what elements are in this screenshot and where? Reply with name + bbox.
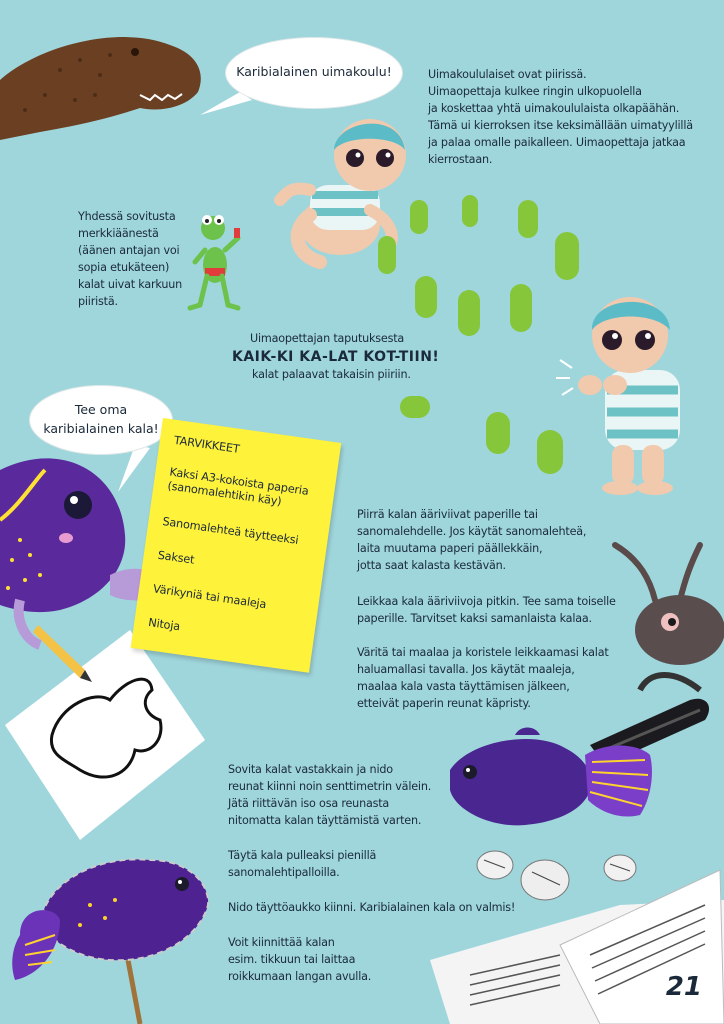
left-note: Yhdessä sovitusta merkkiäänestä (äänen antajan voi sopia etukäteen) kalat uivat karkuun piiristä. <box>78 210 183 308</box>
eel-illustration <box>0 37 201 140</box>
make-fish-bubble-text: Tee oma karibialainen kala! <box>43 402 159 436</box>
supplies-item: Kaksi A3-kokoista paperia (sanomalehtikin käy) <box>166 465 310 509</box>
step-cut: Leikkaa kala ääriviivoja pitkin. Tee sama toiselle paperille. Tarvitset kaksi samanlaista kalaa. <box>357 595 616 625</box>
supplies-item: Sakset <box>156 548 196 567</box>
instructions-top: Uimakoululaiset ovat piirissä. Uimaopettaja kulkee ringin ulkopuolella ja koskettaa yhtä uimakoululaista olkapäähän. Tämä ui kierroksen itse keksimällään uimatyylillä ja palaa omalle paikalleen. Uimaopettaja jatkaa kierrostaan. <box>428 68 693 166</box>
top-bubble-text: Karibialainen uimakoulu! <box>236 64 392 79</box>
step-staple: Sovita kalat vastakkain ja nido reunat kiinni noin senttimetrin välein. Jätä riittävän iso osa reunasta nitomatta kalan täyttämistä varten. <box>228 763 432 827</box>
supplies-note <box>131 418 342 673</box>
page-number: 21 <box>665 972 702 1002</box>
paper-balls <box>477 851 636 900</box>
paper-outline-drawing <box>5 625 205 840</box>
top-bubble-tail <box>200 92 252 115</box>
supplies-title: TARVIKKEET <box>173 433 241 456</box>
step-close: Nido täyttöaukko kiinni. Karibialainen kala on valmis! <box>228 901 516 914</box>
clap-line-1: Uimaopettajan taputuksesta <box>250 332 405 345</box>
step-hang: Voit kiinnittää kalan esim. tikkuun tai laittaa roikkumaan langan avulla. <box>228 936 372 983</box>
supplies-item: Nitoja <box>147 616 181 634</box>
clap-chant: KAIK-KI KA-LAT KOT-TIIN! <box>232 349 440 365</box>
supplies-item: Värikyniä tai maaleja <box>152 582 268 612</box>
supplies-item: Sanomalehteä täytteeksi <box>161 515 300 547</box>
step-draw: Piirrä kalan ääriviivat paperille tai sanomalehdelle. Jos käytät sanomalehteä, laita muutama paperi päällekkäin, jotta saat kalasta kestävän. <box>357 508 587 572</box>
stuffed-fish-on-stick <box>12 859 208 1024</box>
step-fill: Täytä kala pulleaksi pienillä sanomalehtipalloilla. <box>228 849 377 879</box>
clap-line-3: kalat palaavat takaisin piiriin. <box>252 368 411 381</box>
baby-swimmer-right <box>556 297 680 495</box>
step-color: Väritä tai maalaa ja koristele leikkaamasi kalat haluamallasi tavalla. Jos käytät maaleja, maalaa kala vasta täyttämisen jälkeen, etteivät paperin reunat käpristy. <box>357 646 609 710</box>
